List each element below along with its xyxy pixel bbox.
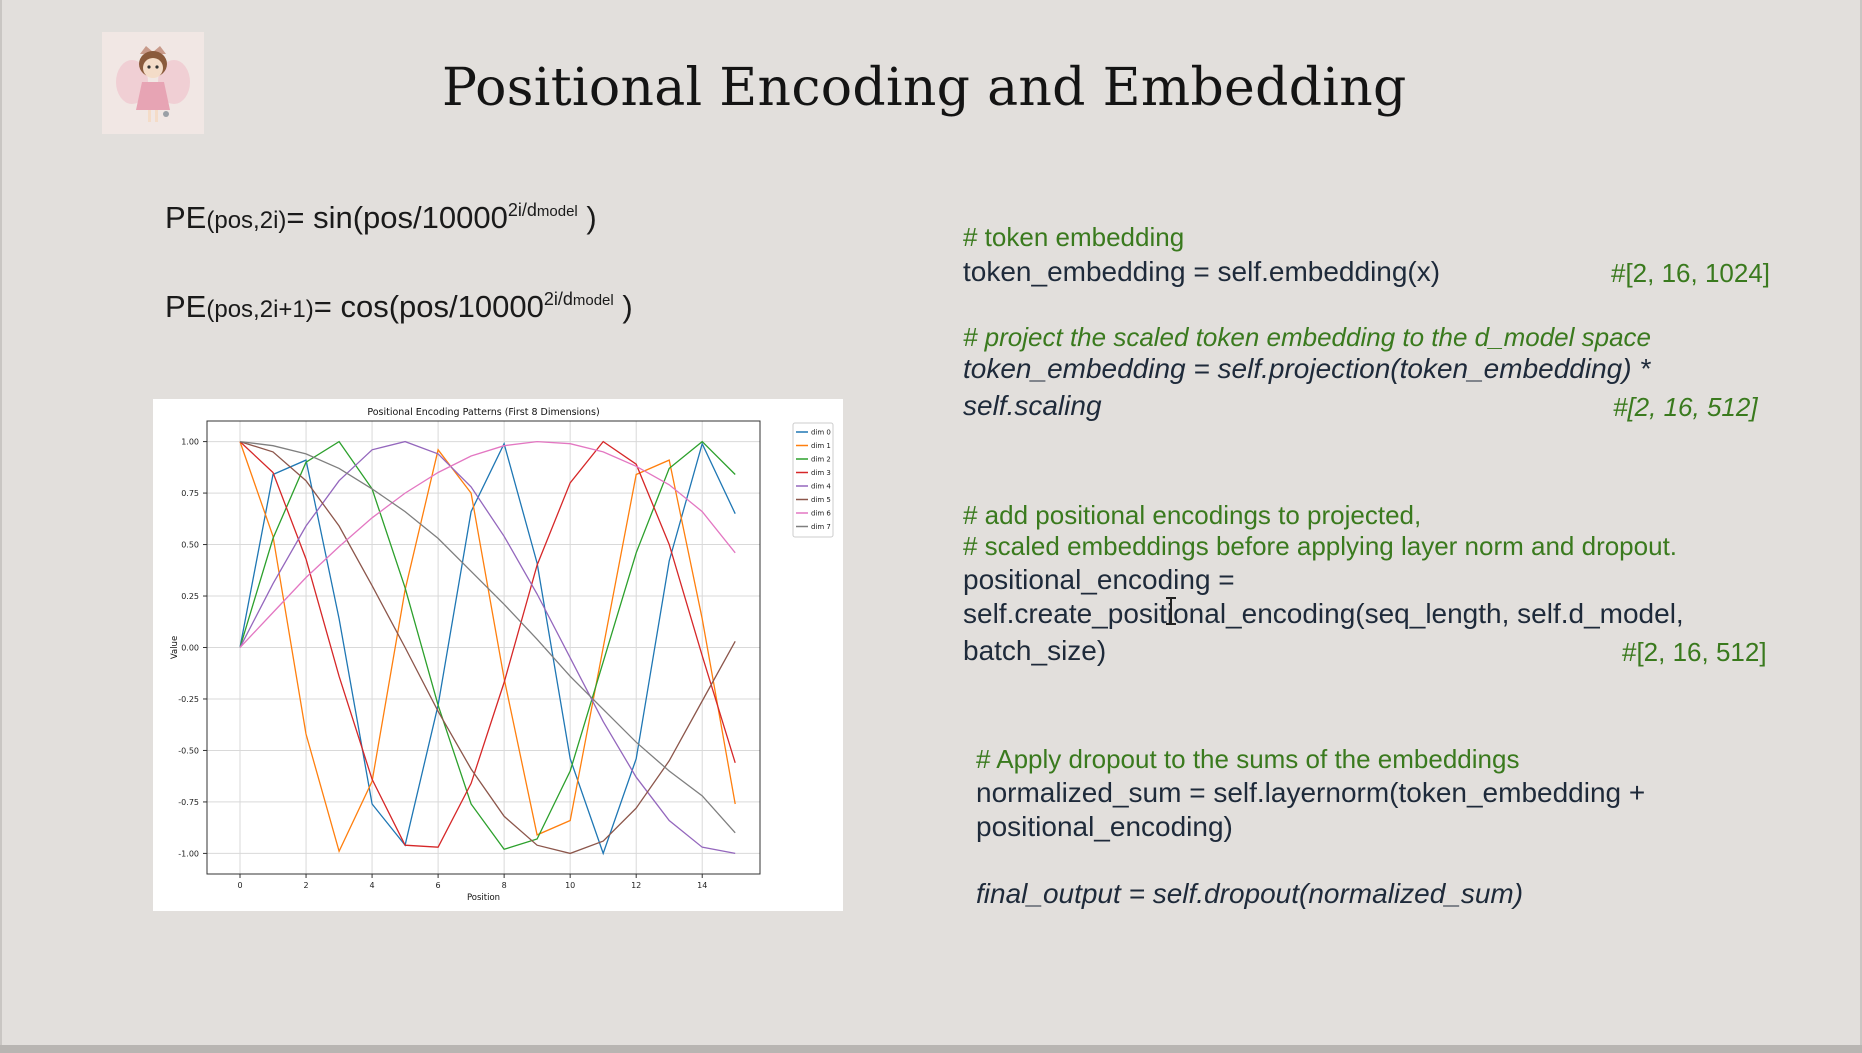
code-comment-positional-2: # scaled embeddings before applying layer norm and dropout. [963, 531, 1678, 561]
chart-y-tick-label: -0.75 [178, 797, 199, 807]
chart-legend-label: dim 0 [811, 428, 831, 437]
code-shape-projection: #[2, 16, 512] [1613, 392, 1758, 422]
formula-cos-exponent-sub: model [572, 292, 614, 309]
code-shape-token-embedding: #[2, 16, 1024] [1611, 258, 1771, 288]
chart-x-tick-label: 8 [501, 881, 507, 890]
code-line-positional-2: self.create_positional_encoding(seq_length, self.d_model, [963, 598, 1684, 629]
logo-image [102, 32, 204, 134]
chart-legend-label: dim 6 [811, 509, 831, 518]
chart-x-tick-label: 4 [369, 881, 375, 890]
code-line-projection-2: self.scaling [963, 390, 1102, 421]
formula-cos-exponent: 2i/d [543, 289, 573, 309]
chart-y-tick-label: -0.25 [178, 694, 199, 704]
slide [2, 0, 1860, 1045]
formula-cos-body: = cos(pos/10000 [313, 289, 544, 324]
code-line-projection-1: token_embedding = self.projection(token_embedding) * [963, 353, 1651, 384]
code-shape-positional: #[2, 16, 512] [1622, 637, 1767, 667]
chart-y-tick-label: 0.25 [181, 592, 199, 602]
fairy-logo-icon [102, 32, 204, 134]
chart-y-tick-label: 0.75 [181, 489, 199, 499]
formula-sin-exponent: 2i/d [507, 200, 537, 220]
formula-sin-body: = sin(pos/10000 [286, 200, 508, 235]
slide-title: Positional Encoding and Embedding [442, 58, 1407, 118]
formula-cos-close: ) [613, 289, 633, 324]
chart-legend-label: dim 5 [811, 496, 831, 504]
chart-y-tick-label: 0.50 [181, 540, 199, 550]
chart-legend-label: dim 4 [811, 482, 831, 491]
code-comment-positional-1: # add positional encodings to projected, [963, 500, 1422, 530]
code-comment-projection: # project the scaled token embedding to the d_model space [963, 322, 1652, 352]
code-comment-dropout: # Apply dropout to the sums of the embeddings [976, 744, 1520, 774]
chart-y-tick-label: -1.00 [178, 849, 199, 859]
chart-x-tick-label: 10 [565, 881, 576, 890]
window-bottom-border [0, 1045, 1862, 1053]
chart-svg [153, 399, 843, 911]
chart-x-tick-label: 6 [435, 881, 441, 890]
text-cursor-icon [1164, 596, 1178, 626]
formula-cos-lhs: PE [165, 289, 207, 324]
chart-legend-label: dim 1 [811, 442, 831, 450]
chart-series-line-dim-1 [240, 442, 735, 852]
formula-cos-subscript: (pos,2i+1) [206, 296, 314, 323]
formula-sin-exponent-sub: model [536, 203, 578, 220]
chart-x-tick-label: 12 [631, 881, 642, 890]
code-line-positional-3: batch_size) [963, 635, 1107, 666]
chart-y-tick-label: -0.50 [178, 746, 199, 756]
formula-sin-close: ) [577, 200, 597, 235]
formula-sin-lhs: PE [165, 200, 207, 235]
formula-cos [165, 289, 633, 325]
code-line-final-output: final_output = self.dropout(normalized_sum) [976, 878, 1524, 909]
code-line-layernorm-2: positional_encoding) [976, 811, 1233, 842]
positional-encoding-chart [153, 399, 843, 911]
chart-x-tick-label: 2 [303, 881, 309, 890]
code-line-layernorm-1: normalized_sum = self.layernorm(token_embedding + [976, 777, 1646, 808]
chart-y-tick-label: 1.00 [181, 437, 199, 447]
chart-legend-label: dim 2 [811, 455, 831, 464]
chart-y-axis-label: Value [170, 635, 180, 660]
chart-x-tick-label: 14 [697, 881, 708, 890]
chart-x-axis-label: Position [466, 893, 501, 903]
formula-sin [165, 200, 597, 236]
formula-sin-subscript: (pos,2i) [206, 207, 287, 234]
code-comment-token-embedding: # token embedding [963, 222, 1185, 252]
code-line-token-embedding: token_embedding = self.embedding(x) [963, 256, 1441, 287]
chart-y-tick-label: 0.00 [181, 643, 199, 653]
chart-title: Positional Encoding Patterns (First 8 Dimensions) [367, 407, 600, 418]
chart-legend-label: dim 7 [811, 523, 831, 531]
code-line-positional-1: positional_encoding = [963, 564, 1235, 595]
chart-legend-box [793, 423, 833, 537]
chart-legend-label: dim 3 [811, 469, 831, 477]
chart-x-tick-label: 0 [237, 881, 243, 890]
